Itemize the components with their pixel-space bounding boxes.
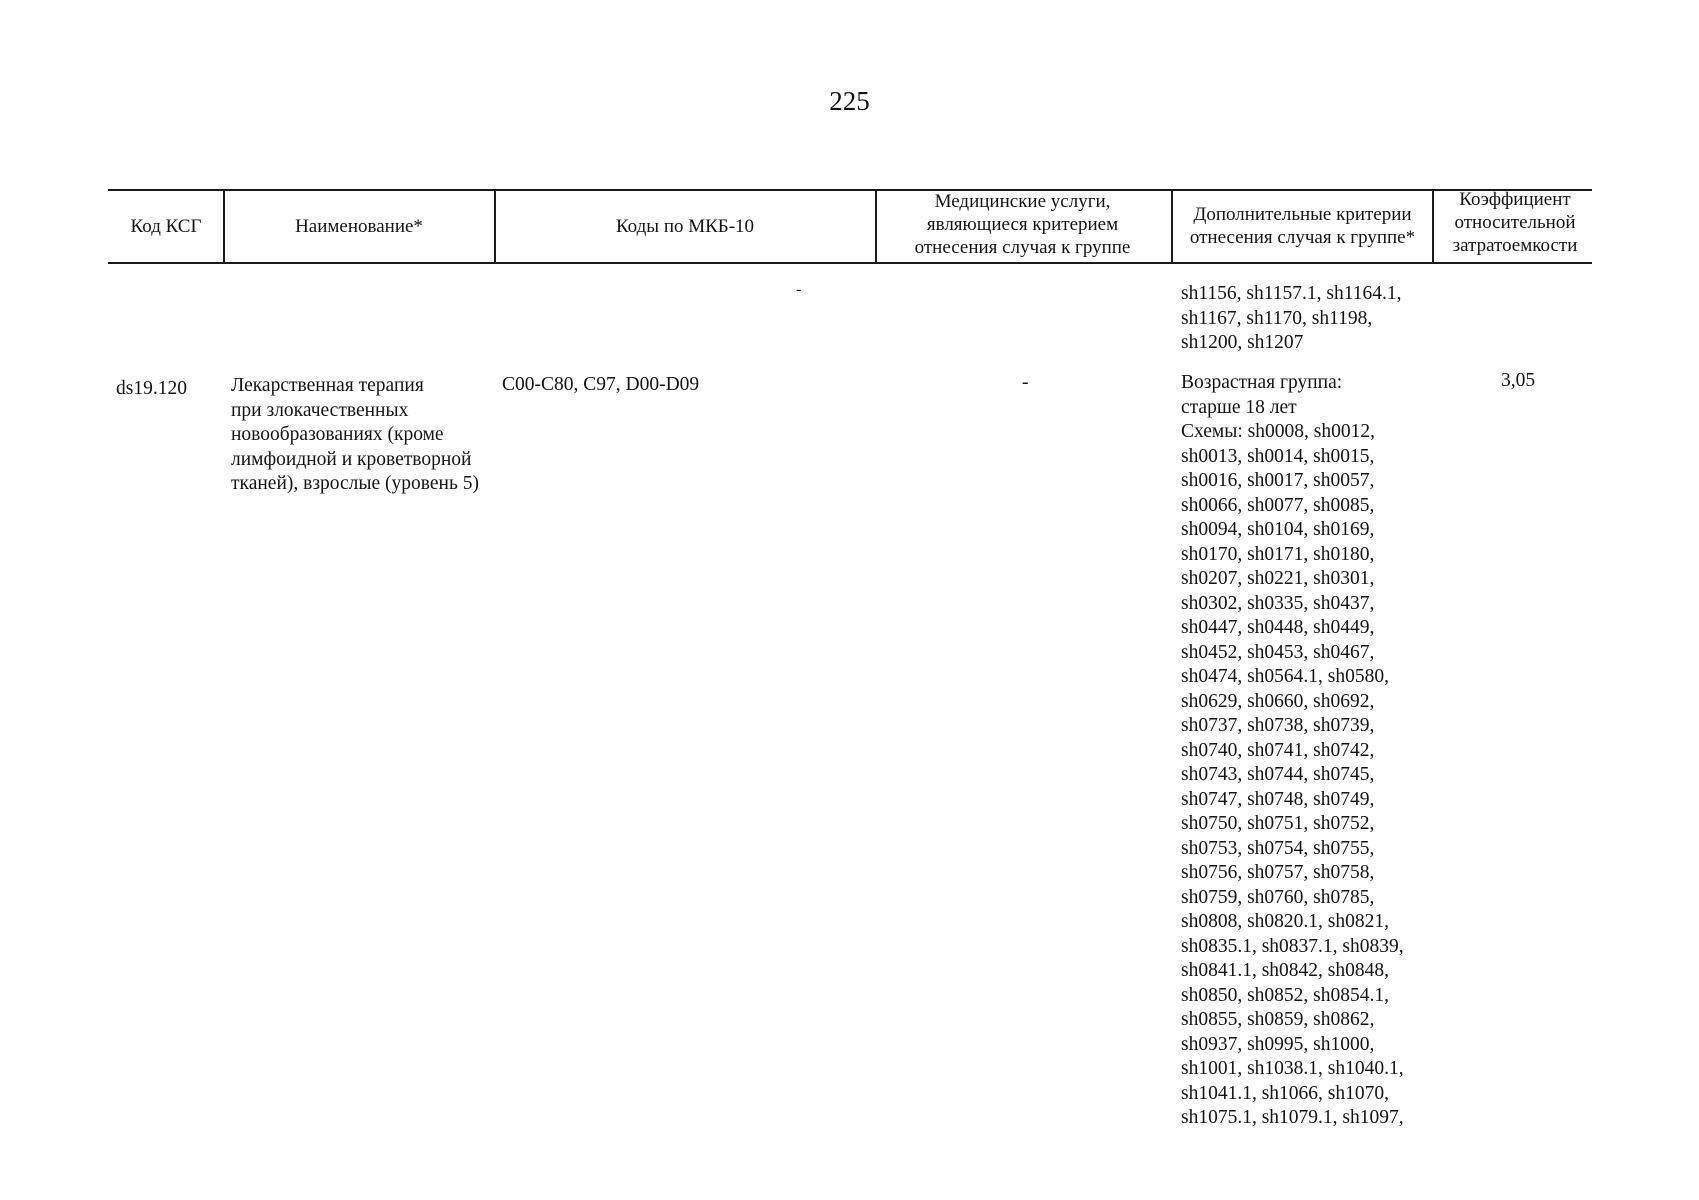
criteria-line: sh0835.1, sh0837.1, sh0839, xyxy=(1181,935,1404,957)
header-medical-services: Медицинские услуги, являющиеся критерием отнесения случая к группе xyxy=(914,190,1131,258)
criteria-line: sh0841.1, sh0842, sh0848, xyxy=(1181,960,1390,981)
criteria-line: sh0850, sh0852, sh0854.1, xyxy=(1181,984,1390,1006)
header-column-divider xyxy=(1171,189,1173,263)
criteria-line: sh0629, sh0660, sh0692, xyxy=(1181,690,1375,712)
header-column-divider xyxy=(1432,189,1434,263)
criteria-line: sh0013, sh0014, sh0015, xyxy=(1181,445,1375,467)
criteria-line: sh0170, sh0171, sh0180, xyxy=(1181,543,1375,565)
criteria-line: Схемы: sh0008, sh0012, xyxy=(1181,421,1375,442)
header-icd-codes: Коды по МКБ-10 xyxy=(615,215,755,237)
criteria-line: sh1075.1, sh1079.1, sh1097, xyxy=(1181,1107,1404,1128)
row-criteria xyxy=(1181,371,1404,1131)
criteria-line: sh1001, sh1038.1, sh1040.1, xyxy=(1181,1058,1404,1079)
criteria-line: sh0750, sh0751, sh0752, xyxy=(1181,813,1375,834)
criteria-line: sh0937, sh0995, sh1000, xyxy=(1181,1033,1375,1055)
criteria-line: sh0094, sh0104, sh0169, xyxy=(1181,519,1375,540)
criteria-line: sh0756, sh0757, sh0758, xyxy=(1181,862,1375,883)
row-code: ds19.120 xyxy=(116,378,187,399)
header-code: Код КСГ xyxy=(130,215,202,237)
header-column-divider xyxy=(875,189,877,263)
criteria-line: sh1156, sh1157.1, sh1164.1, xyxy=(1181,283,1402,304)
header-bottom-rule xyxy=(108,262,1592,264)
continuation-criteria xyxy=(1181,282,1401,356)
name-line: лимфоидной и кроветворной xyxy=(231,448,472,470)
criteria-line: sh0855, sh0859, sh0862, xyxy=(1181,1009,1375,1030)
name-line: тканей), взрослые (уровень 5) xyxy=(231,473,479,494)
row-services-dash: - xyxy=(1022,372,1029,393)
criteria-line: sh0747, sh0748, sh0749, xyxy=(1181,788,1375,810)
criteria-line: sh0016, sh0017, sh0057, xyxy=(1181,470,1375,491)
criteria-line: sh1041.1, sh1066, sh1070, xyxy=(1181,1082,1390,1104)
criteria-line: sh0759, sh0760, sh0785, xyxy=(1181,886,1375,908)
criteria-line: sh0740, sh0741, sh0742, xyxy=(1181,739,1375,761)
row-icd-codes: C00-C80, C97, D00-D09 xyxy=(502,374,700,395)
criteria-line: sh0066, sh0077, sh0085, xyxy=(1181,494,1375,516)
name-line: при злокачественных xyxy=(231,399,409,421)
header-cost-coefficient: Коэффициент относительной затратоемкости xyxy=(1452,188,1578,256)
criteria-line: sh1200, sh1207 xyxy=(1181,332,1304,353)
header-name: Наименование* xyxy=(295,215,423,237)
criteria-line: sh0302, sh0335, sh0437, xyxy=(1181,592,1375,614)
criteria-line: sh0447, sh0448, sh0449, xyxy=(1181,617,1375,638)
criteria-line: sh0743, sh0744, sh0745, xyxy=(1181,764,1375,785)
criteria-line: старше 18 лет xyxy=(1181,396,1297,418)
name-line: новообразованиях (кроме xyxy=(231,424,444,445)
criteria-line: sh1167, sh1170, sh1198, xyxy=(1181,307,1373,329)
criteria-line: Возрастная группа: xyxy=(1181,372,1343,393)
criteria-line: sh0737, sh0738, sh0739, xyxy=(1181,715,1375,736)
row-cost-coefficient: 3,05 xyxy=(1501,370,1536,391)
criteria-line: sh0808, sh0820.1, sh0821, xyxy=(1181,911,1390,932)
row-name xyxy=(231,374,479,497)
criteria-line: sh0753, sh0754, sh0755, xyxy=(1181,837,1375,859)
header-additional-criteria: Дополнительные критерии отнесения случая к группе* xyxy=(1189,204,1416,248)
page-number: 225 xyxy=(829,86,870,116)
name-line: Лекарственная терапия xyxy=(231,375,424,396)
continuation-services-dash: - xyxy=(796,281,802,298)
criteria-line: sh0207, sh0221, sh0301, xyxy=(1181,568,1375,589)
criteria-line: sh0474, sh0564.1, sh0580, xyxy=(1181,666,1390,687)
criteria-line: sh0452, sh0453, sh0467, xyxy=(1181,641,1375,663)
